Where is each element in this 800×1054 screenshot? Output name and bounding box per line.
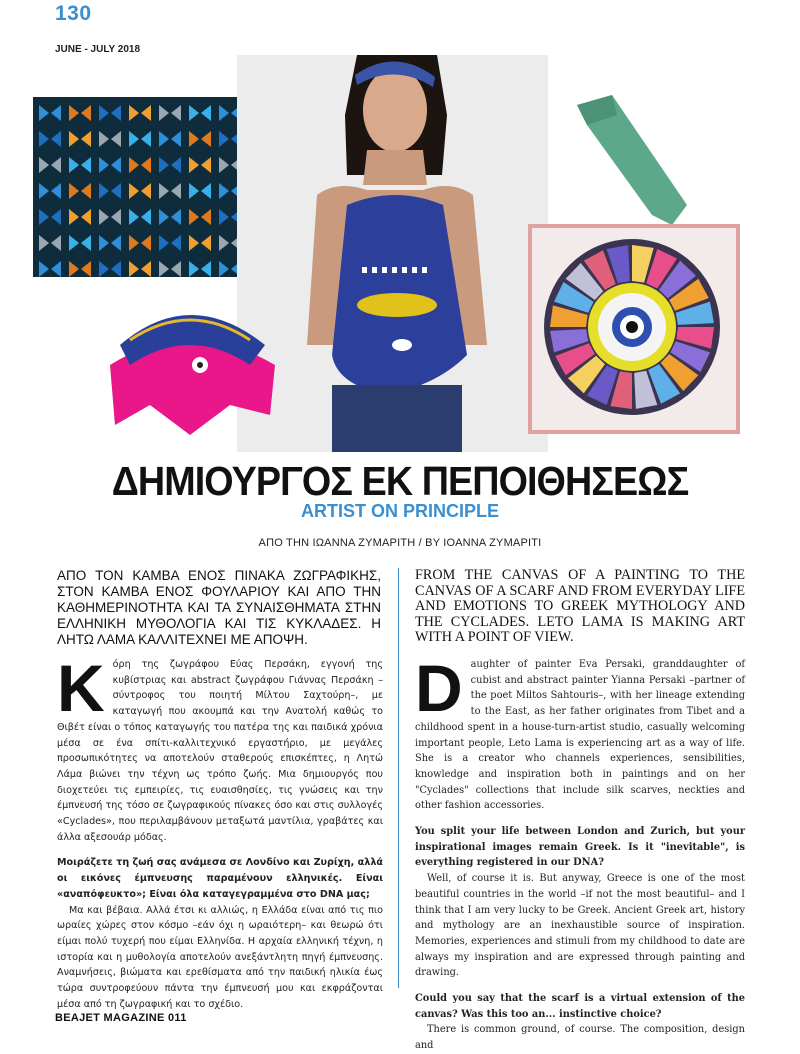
model-photo-image	[237, 55, 548, 452]
dropcap-greek: Κ	[57, 651, 105, 725]
issue-date: JUNE - JULY 2018	[55, 44, 141, 55]
article-title: ΔΗΜΙΟΥΡΓΟΣ ΕΚ ΠΕΠΟΙΘΗΣΕΩΣ	[111, 458, 689, 504]
english-column	[415, 651, 745, 1054]
page-number: 130	[55, 2, 92, 25]
greek-question: Μοιράζετε τη ζωή σας ανάμεσα σε Λονδίνο και Ζυρίχη, αλλά οι εικόνες έμπνευσης παραμένουν ελληνικές. Είναι «αναπόφευκτο»; Είναι όλα καταγεγραμμένα στο DNA μας;	[57, 857, 383, 900]
dropcap-english: D	[415, 651, 463, 725]
magazine-footer: BEAJET MAGAZINE 011	[55, 1012, 187, 1024]
english-question-2: Could you say that the scarf is a virtual extension of the canvas? Was this too an... instinctive choice?	[415, 993, 745, 1020]
greek-column	[57, 651, 383, 1012]
butterfly-painting-image	[33, 97, 269, 277]
column-divider	[398, 568, 399, 988]
pink-scarf-image	[100, 285, 280, 445]
article-subtitle: ARTIST ON PRINCIPLE	[300, 501, 499, 521]
lede-greek: ΑΠΟ ΤΟΝ ΚΑΜΒΑ ΕΝΟΣ ΠΙΝΑΚΑ ΖΩΓΡΑΦΙΚΗΣ, ΣΤΟΝ ΚΑΜΒΑ ΕΝΟΣ ΦΟΥΛΑΡΙΟΥ ΚΑΙ ΑΠΟ ΤΗΝ ΚΑΘΗΜΕΡΙΝΟΤΗΤΑ ΚΑΙ ΤΑ ΣΥΝΑΙΣΘΗΜΑΤΑ ΣΤΗΝ ΕΛΛΗΝΙΚΗ ΜΥΘΟΛΟΓΙΑ ΚΑΙ ΤΙΣ ΚΥΚΛΑΔΕΣ. Η ΛΗΤΩ ΛΑΜΑ ΚΑΛΛΙΤΕΧΝΕΙ ΜΕ ΑΠΟΨΗ.	[57, 568, 381, 647]
article-byline: ΑΠΟ ΤΗΝ ΙΩΑΝΝΑ ΖΥΜΑΡΙΤΗ / BY ΙΟΑΝΝΑ ΖΥΜΑΡΙΤΙ	[258, 537, 542, 549]
mandala-scarf-image	[528, 224, 740, 434]
english-answer-1: Well, of course it is. But anyway, Greece is one of the most beautiful countries in the world –if not the most beautiful– and I think that I am very lucky to be Greek. Ancient Greek art, history and mythology are an inexhaustible source of inspiration. Memories, experiences and stimuli from my childhood to date are always my inspiration and are expressed through painting and drawing.	[415, 873, 745, 979]
greek-answer: Μα και βέβαια. Αλλά έτσι κι αλλιώς, η Ελλάδα είναι από τις πιο ωραίες χώρες στον κόσμο –εάν όχι η ωραιότερη– και θεωρώ ότι είμαι πολύ τυχερή που είμαι Ελληνίδα. Η αρχαία ελληνική τέχνη, η ιστορία και η μυθολογία αποτελούν ανεξάντλητη πηγή έμπνευσης. Αναμνήσεις, βιώματα και ερεθίσματα από την παιδική ηλικία έως τώρα συντροφεύουν πάντα την έμπνευσή μου και εκφράζονται μέσα από τη ζωγραφική και το σχέδιο.	[57, 904, 383, 1010]
greek-intro: όρη της ζωγράφου Εύας Περσάκη, εγγονή της κυβίστριας και abstract ζωγράφου Γιάννας Περσάκη –σύντροφος του ποιητή Μίλτου Σαχτούρη–, με καταγωγή που ακουμπά και την Ανατολή καθώς το Θιβέτ είναι ο τόπος καταγωγής του πατέρα της και παιδικά χρόνια μέσα σε ένα σπίτι-καλλιτεχνικό εργαστήριο, με μεγάλες προσωπικότητες να αποτελούν σταθερούς επισκέπτες, η Λητώ Λάμα βιώνει την τέχνη ως τρόπο ζωής. Μια δημιουργός που διοχετεύει τις εμπειρίες, τις ευαισθησίες, τις γνώσεις και την έμπνευσή της τόσο σε ζωγραφικούς πίνακες όσο και στις συλλογές «Cyclades», που περιλαμβάνουν μεταξωτά μαντίλια, γραβάτες και άλλα αξεσουάρ μόδας.	[57, 659, 383, 843]
english-question-1: You split your life between London and Zurich, but your inspirational images remain Greek. Is it "inevitable", is everything registered in our DNA?	[415, 826, 745, 869]
lede-english: FROM THE CANVAS OF A PAINTING TO THE CANVAS OF A SCARF AND FROM EVERYDAY LIFE AND EMOTIONS TO GREEK MYTHOLOGY AND THE CYCLADES. LETO LAMA IS MAKING ART WITH A POINT OF VIEW.	[415, 567, 745, 645]
green-tie-image	[572, 95, 692, 235]
english-answer-2: There is common ground, of course. The composition, design and	[415, 1024, 745, 1052]
english-intro: aughter of painter Eva Persaki, granddaughter of cubist and abstract painter Yianna Persaki –partner of the poet Miltos Sahtouris–, with her lineage extending to the East, as her father originates from Tibet and a childhood spent in a house-turn-artist studio, casually welcoming important people, Leto Lama is experiencing art as a way of life. She is a creator who channels experiences, sensibilities, knowledge and inspiration both in paintings and on her "Cyclades" collections that include silk scarves, neckties and other fashion accessories.	[415, 659, 745, 812]
